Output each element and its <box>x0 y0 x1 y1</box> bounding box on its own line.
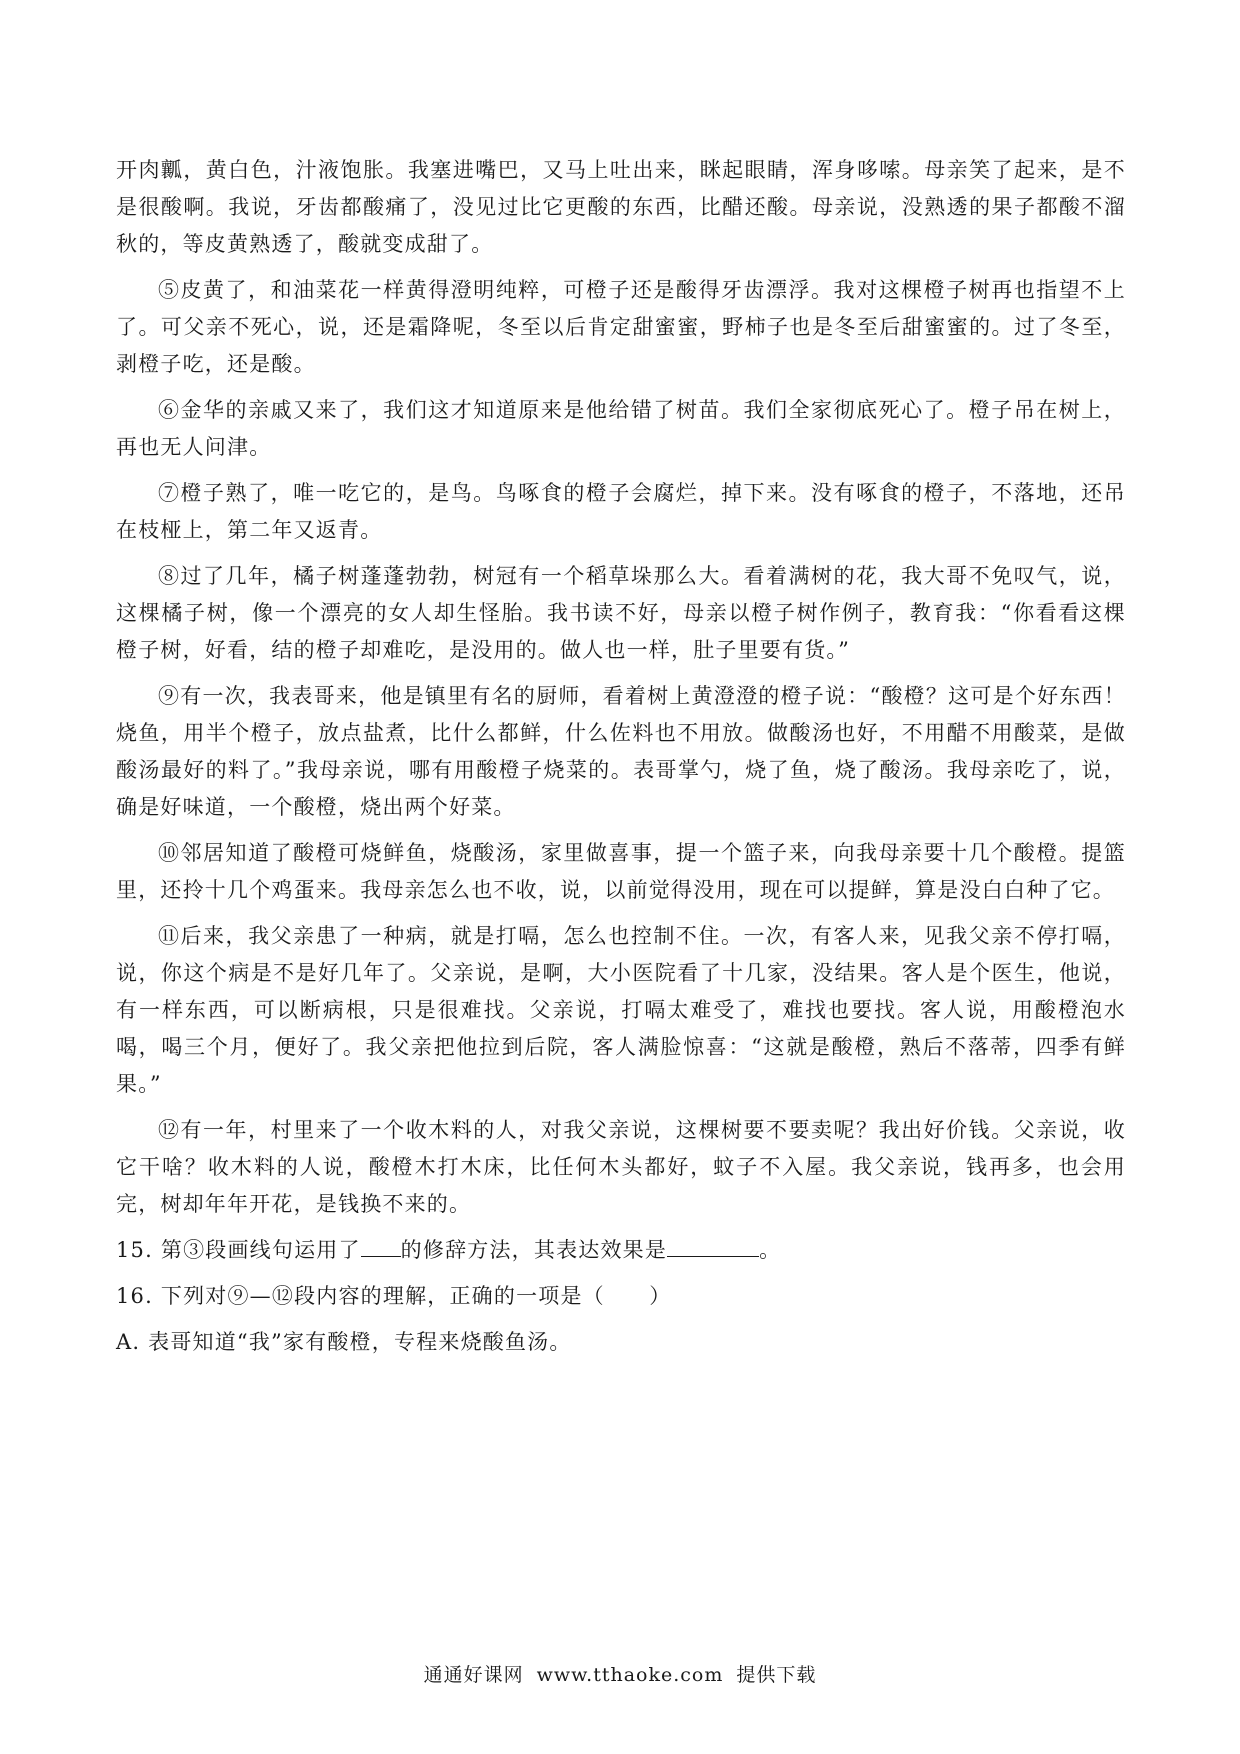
paragraph-12: ⑫有一年，村里来了一个收木料的人，对我父亲说，这棵树要不要卖呢？我出好价钱。父亲说，收它干啥？收木料的人说，酸橙木打木床，比任何木头都好，蚊子不入屋。我父亲说，钱再多，也会用完，树却年年开花，是钱换不来的。 <box>116 1118 1126 1216</box>
paragraph-9: ⑨有一次，我表哥来，他是镇里有名的厨师，看着树上黄澄澄的橙子说：“酸橙？这可是个好东西！烧鱼，用半个橙子，放点盐煮，比什么都鲜，什么佐料也不用放。做酸汤也好，不用醋不用酸菜，是做酸汤最好的料了。”我母亲说，哪有用酸橙子烧菜的。表哥掌勺，烧了鱼，烧了酸汤。我母亲吃了，说，确是好味道，一个酸橙，烧出两个好菜。 <box>116 684 1126 819</box>
paragraph-5: ⑤皮黄了，和油菜花一样黄得澄明纯粹，可橙子还是酸得牙齿漂浮。我对这棵橙子树再也指望不上了。可父亲不死心，说，还是霜降呢，冬至以后肯定甜蜜蜜，野柿子也是冬至后甜蜜蜜的。过了冬至，剥橙子吃，还是酸。 <box>116 278 1126 376</box>
paragraph-11: ⑪后来，我父亲患了一种病，就是打嗝，怎么也控制不住。一次，有客人来，见我父亲不停打嗝，说，你这个病是不是好几年了。父亲说，是啊，大小医院看了十几家，没结果。客人是个医生，他说，有一样东西，可以断病根，只是很难找。父亲说，打嗝太难受了，难找也要找。客人说，用酸橙泡水喝，喝三个月，便好了。我父亲把他拉到后院，客人满脸惊喜：“这就是酸橙，熟后不落蒂，四季有鲜果。” <box>116 924 1126 1096</box>
question-16: 16. 下列对⑨—⑫段内容的理解，正确的一项是（ ） <box>116 1284 672 1308</box>
paragraph-8: ⑧过了几年，橘子树蓬蓬勃勃，树冠有一个稻草垛那么大。看着满树的花，我大哥不免叹气，说，这棵橘子树，像一个漂亮的女人却生怪胎。我书读不好，母亲以橙子树作例子，教育我：“你看看这棵橙子树，好看，结的橙子却难吃，是没用的。做人也一样，肚子里要有货。” <box>116 564 1126 662</box>
page-footer <box>0 1660 1240 1687</box>
document-body <box>116 152 1126 1370</box>
paragraph-7: ⑦橙子熟了，唯一吃它的，是鸟。鸟啄食的橙子会腐烂，掉下来。没有啄食的橙子，不落地，还吊在枝桠上，第二年又返青。 <box>116 481 1126 542</box>
question-15-text-b: 的修辞方法，其表达效果是 <box>400 1238 668 1262</box>
footer-site-name: 通通好课网 <box>423 1664 524 1686</box>
answer-blank-rhetoric[interactable] <box>361 1232 401 1257</box>
question-16-option-a: A. 表哥知道“我”家有酸橙，专程来烧酸鱼汤。 <box>116 1330 572 1354</box>
footer-url: www.tthaoke.com <box>536 1664 724 1686</box>
question-15-text-c: 。 <box>759 1238 782 1262</box>
paragraph-6: ⑥金华的亲戚又来了，我们这才知道原来是他给错了树苗。我们全家彻底死心了。橙子吊在树上，再也无人问津。 <box>116 398 1126 459</box>
answer-blank-effect[interactable] <box>667 1232 759 1257</box>
question-15 <box>116 1232 1126 1269</box>
question-15-text-a: 15. 第③段画线句运用了 <box>116 1238 361 1262</box>
footer-suffix: 提供下载 <box>736 1664 817 1686</box>
paragraph-4-continued: 开肉瓤，黄白色，汁液饱胀。我塞进嘴巴，又马上吐出来，眯起眼睛，浑身哆嗦。母亲笑了起来，是不是很酸啊。我说，牙齿都酸痛了，没见过比它更酸的东西，比醋还酸。母亲说，没熟透的果子都酸不溜秋的，等皮黄熟透了，酸就变成甜了。 <box>116 158 1126 256</box>
paragraph-10: ⑩邻居知道了酸橙可烧鲜鱼，烧酸汤，家里做喜事，提一个篮子来，向我母亲要十几个酸橙。提篮里，还拎十几个鸡蛋来。我母亲怎么也不收，说，以前觉得没用，现在可以提鲜，算是没白白种了它。 <box>116 841 1126 902</box>
